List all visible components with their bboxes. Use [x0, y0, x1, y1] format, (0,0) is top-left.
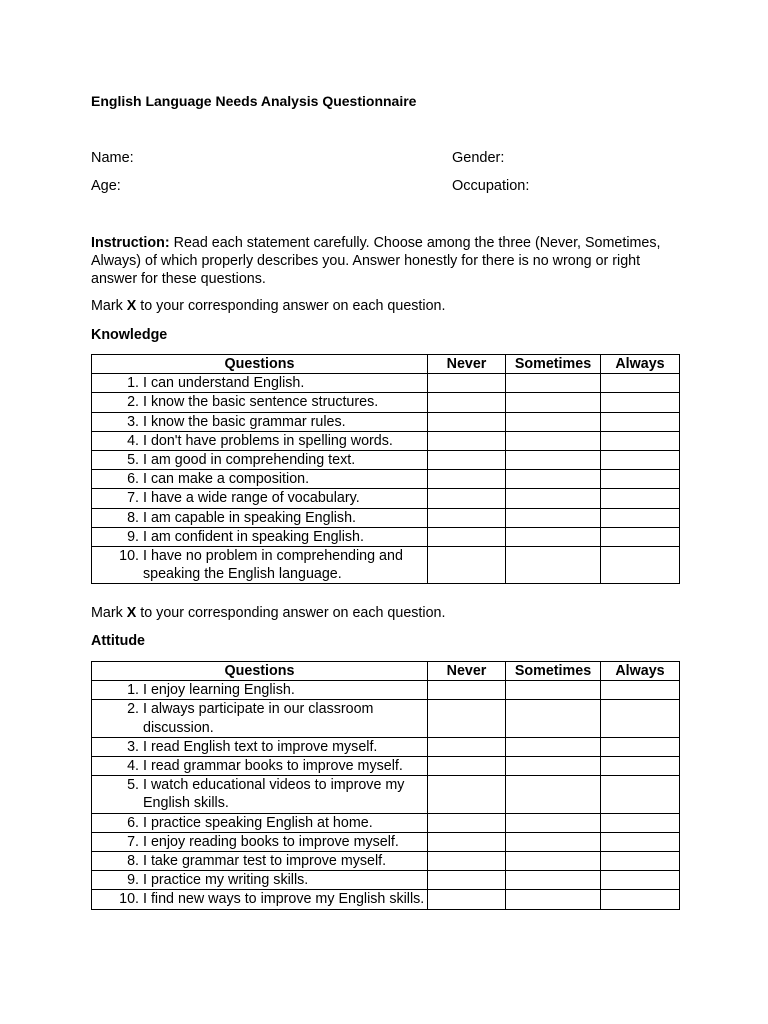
table-row — [92, 813, 680, 832]
always-answer-cell[interactable] — [601, 890, 680, 909]
table-row — [92, 412, 680, 431]
attitude-table — [91, 661, 680, 910]
question-cell — [92, 890, 428, 909]
always-answer-cell[interactable] — [601, 527, 680, 546]
mark-post: to your corresponding answer on each question. — [136, 605, 446, 621]
question-cell — [92, 508, 428, 527]
question-text: I take grammar test to improve myself. — [143, 853, 387, 870]
question-cell — [92, 757, 428, 776]
never-answer-cell[interactable] — [428, 489, 506, 508]
knowledge-table — [91, 354, 680, 584]
sometimes-answer-cell[interactable] — [506, 451, 601, 470]
mark-x: X — [126, 605, 137, 621]
always-answer-cell[interactable] — [601, 737, 680, 756]
always-answer-cell[interactable] — [601, 813, 680, 832]
never-answer-cell[interactable] — [428, 431, 506, 450]
always-answer-cell[interactable] — [601, 451, 680, 470]
sometimes-answer-cell[interactable] — [506, 832, 601, 851]
table-row — [92, 776, 680, 813]
never-answer-cell[interactable] — [428, 527, 506, 546]
sometimes-answer-cell[interactable] — [506, 700, 601, 737]
question-text: I am good in comprehending text. — [143, 452, 356, 469]
question-text: I can understand English. — [143, 375, 305, 392]
question-number: 3. — [127, 738, 139, 755]
always-answer-cell[interactable] — [601, 547, 680, 584]
never-answer-cell[interactable] — [428, 890, 506, 909]
mark-post: to your corresponding answer on each question. — [136, 298, 446, 314]
question-cell — [92, 489, 428, 508]
always-answer-cell[interactable] — [601, 489, 680, 508]
question-number: 9. — [127, 528, 139, 545]
question-cell — [92, 431, 428, 450]
table-row — [92, 757, 680, 776]
question-text: I have a wide range of vocabulary. — [143, 490, 360, 507]
question-number: 4. — [127, 758, 139, 775]
table-row — [92, 374, 680, 393]
never-answer-cell[interactable] — [428, 547, 506, 584]
question-text: I have no problem in comprehending and speaking the English language. — [143, 548, 403, 583]
question-cell — [92, 527, 428, 546]
table-row — [92, 393, 680, 412]
never-answer-cell[interactable] — [428, 470, 506, 489]
question-cell — [92, 776, 428, 813]
sometimes-answer-cell[interactable] — [506, 757, 601, 776]
question-cell — [92, 547, 428, 584]
table-header-row — [92, 662, 680, 681]
question-number: 3. — [127, 413, 139, 430]
always-answer-cell[interactable] — [601, 470, 680, 489]
question-number: 5. — [127, 777, 139, 794]
table-row — [92, 527, 680, 546]
question-cell — [92, 681, 428, 700]
never-answer-cell[interactable] — [428, 393, 506, 412]
never-header: Never — [428, 662, 506, 681]
table-row — [92, 852, 680, 871]
table-row — [92, 508, 680, 527]
sometimes-answer-cell[interactable] — [506, 527, 601, 546]
question-number: 6. — [127, 814, 139, 831]
never-answer-cell[interactable] — [428, 681, 506, 700]
question-cell — [92, 470, 428, 489]
table-header-row — [92, 355, 680, 374]
sometimes-answer-cell[interactable] — [506, 776, 601, 813]
question-text: I know the basic grammar rules. — [143, 413, 346, 430]
question-number: 8. — [127, 853, 139, 870]
table-row — [92, 871, 680, 890]
sometimes-answer-cell[interactable] — [506, 737, 601, 756]
never-answer-cell[interactable] — [428, 871, 506, 890]
sometimes-answer-cell[interactable] — [506, 681, 601, 700]
table-row — [92, 832, 680, 851]
instruction-paragraph — [91, 234, 679, 288]
sometimes-header: Sometimes — [506, 662, 601, 681]
question-number: 5. — [127, 452, 139, 469]
questions-header: Questions — [92, 355, 428, 374]
table-row — [92, 700, 680, 737]
always-header: Always — [601, 662, 680, 681]
age-label: Age: — [91, 178, 121, 194]
question-cell — [92, 451, 428, 470]
question-text: I know the basic sentence structures. — [143, 394, 379, 411]
sometimes-answer-cell[interactable] — [506, 508, 601, 527]
question-number: 2. — [127, 394, 139, 411]
sometimes-answer-cell[interactable] — [506, 431, 601, 450]
question-cell — [92, 832, 428, 851]
name-label: Name: — [91, 150, 134, 166]
question-text: I am capable in speaking English. — [143, 509, 356, 526]
question-cell — [92, 852, 428, 871]
question-text: I am confident in speaking English. — [143, 528, 364, 545]
always-answer-cell[interactable] — [601, 681, 680, 700]
question-text: I read grammar books to improve myself. — [143, 758, 403, 775]
table-row — [92, 451, 680, 470]
sometimes-answer-cell[interactable] — [506, 890, 601, 909]
mark-pre: Mark — [91, 298, 127, 314]
never-answer-cell[interactable] — [428, 757, 506, 776]
sometimes-answer-cell[interactable] — [506, 489, 601, 508]
never-answer-cell[interactable] — [428, 700, 506, 737]
sometimes-answer-cell[interactable] — [506, 374, 601, 393]
question-cell — [92, 412, 428, 431]
sometimes-answer-cell[interactable] — [506, 393, 601, 412]
question-text: I enjoy reading books to improve myself. — [143, 833, 399, 850]
always-answer-cell[interactable] — [601, 412, 680, 431]
question-number: 10. — [119, 548, 139, 565]
document-title: English Language Needs Analysis Questionnaire — [91, 93, 417, 109]
never-answer-cell[interactable] — [428, 813, 506, 832]
table-row — [92, 681, 680, 700]
never-answer-cell[interactable] — [428, 451, 506, 470]
question-text: I find new ways to improve my English skills. — [143, 891, 425, 908]
question-text: I don't have problems in spelling words. — [143, 432, 393, 449]
question-cell — [92, 393, 428, 412]
always-answer-cell[interactable] — [601, 393, 680, 412]
always-answer-cell[interactable] — [601, 508, 680, 527]
table-row — [92, 547, 680, 584]
never-answer-cell[interactable] — [428, 374, 506, 393]
instruction-text: Read each statement carefully. Choose among the three (Never, Sometimes, Always) of which properly describes you. Answer honestly for there is no wrong or right answer for these questions. — [91, 235, 661, 287]
never-answer-cell[interactable] — [428, 737, 506, 756]
question-number: 9. — [127, 872, 139, 889]
sometimes-answer-cell[interactable] — [506, 412, 601, 431]
table-row — [92, 890, 680, 909]
question-number: 1. — [127, 375, 139, 392]
question-text: I practice my writing skills. — [143, 872, 309, 889]
sometimes-answer-cell[interactable] — [506, 547, 601, 584]
mark-instruction-attitude — [91, 605, 445, 621]
always-answer-cell[interactable] — [601, 871, 680, 890]
always-answer-cell[interactable] — [601, 757, 680, 776]
question-number: 7. — [127, 490, 139, 507]
mark-x: X — [126, 298, 137, 314]
sometimes-answer-cell[interactable] — [506, 871, 601, 890]
sometimes-answer-cell[interactable] — [506, 813, 601, 832]
question-number: 10. — [119, 891, 139, 908]
never-answer-cell[interactable] — [428, 852, 506, 871]
gender-label: Gender: — [452, 150, 505, 166]
always-answer-cell[interactable] — [601, 852, 680, 871]
question-text: I watch educational videos to improve my English skills. — [143, 777, 405, 812]
question-text: I practice speaking English at home. — [143, 814, 373, 831]
question-text: I enjoy learning English. — [143, 682, 295, 699]
knowledge-heading: Knowledge — [91, 327, 168, 343]
table-row — [92, 489, 680, 508]
attitude-heading: Attitude — [91, 633, 145, 649]
question-text: I can make a composition. — [143, 471, 310, 488]
never-answer-cell[interactable] — [428, 508, 506, 527]
always-answer-cell[interactable] — [601, 832, 680, 851]
question-number: 2. — [127, 701, 139, 718]
question-number: 1. — [127, 682, 139, 699]
always-answer-cell[interactable] — [601, 374, 680, 393]
occupation-label: Occupation: — [452, 178, 530, 194]
table-row — [92, 431, 680, 450]
never-answer-cell[interactable] — [428, 832, 506, 851]
table-row — [92, 737, 680, 756]
question-cell — [92, 737, 428, 756]
question-cell — [92, 374, 428, 393]
question-text: I always participate in our classroom discussion. — [143, 701, 374, 736]
sometimes-header: Sometimes — [506, 355, 601, 374]
question-cell — [92, 813, 428, 832]
never-header: Never — [428, 355, 506, 374]
sometimes-answer-cell[interactable] — [506, 470, 601, 489]
always-answer-cell[interactable] — [601, 700, 680, 737]
question-cell — [92, 871, 428, 890]
always-answer-cell[interactable] — [601, 431, 680, 450]
instruction-label: Instruction: — [91, 235, 170, 251]
question-number: 6. — [127, 471, 139, 488]
question-number: 4. — [127, 432, 139, 449]
questions-header: Questions — [92, 662, 428, 681]
table-row — [92, 470, 680, 489]
always-header: Always — [601, 355, 680, 374]
never-answer-cell[interactable] — [428, 776, 506, 813]
mark-instruction-knowledge — [91, 298, 445, 314]
never-answer-cell[interactable] — [428, 412, 506, 431]
question-number: 7. — [127, 833, 139, 850]
mark-pre: Mark — [91, 605, 127, 621]
question-number: 8. — [127, 509, 139, 526]
sometimes-answer-cell[interactable] — [506, 852, 601, 871]
question-cell — [92, 700, 428, 737]
always-answer-cell[interactable] — [601, 776, 680, 813]
question-text: I read English text to improve myself. — [143, 738, 378, 755]
